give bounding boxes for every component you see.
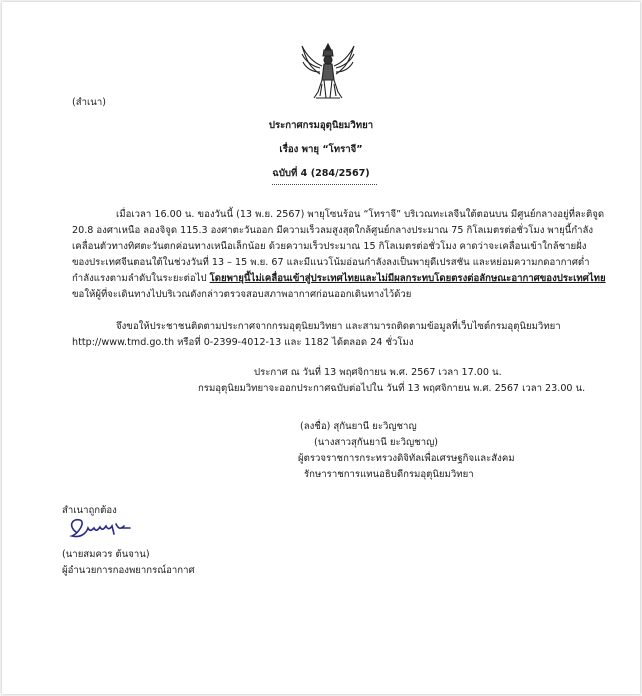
paragraph-1-line-4: ของประเทศจีนตอนใต้ในช่วงวันที่ 13 – 15 พ.ย. 67 และมีแนวโน้มอ่อนกำลังลงเป็นพายุดีเปรสชัน และหย่อมความกดอากาศต่ำ [72, 257, 590, 268]
signed-line: (ลงชื่อ) สุกันยานี ยะวิญชาญ [300, 421, 417, 432]
paragraph-1-line-2: 20.8 องศาเหนือ ลองจิจูด 115.3 องศาตะวันออก มีความเร็วลมสูงสุดใกล้ศูนย์กลางประมาณ 75 กิโลเมตรต่อชั่วโมง พายุนี้กำลัง [72, 225, 594, 236]
certifier-position: ผู้อำนวยการกองพยากรณ์อากาศ [62, 565, 195, 576]
certifier-name: (นายสมควร ต้นจาน) [62, 549, 150, 560]
garuda-emblem-icon [298, 40, 358, 102]
paragraph-1-line-5-text: กำลังแรงตามลำดับในระยะต่อไป [72, 273, 210, 284]
separator-line [272, 184, 377, 185]
announcement-subject: เรื่อง พายุ “โทราจี” [279, 144, 363, 155]
next-announcement: กรมอุตุนิยมวิทยาจะออกประกาศฉบับต่อไปใน วันที่ 13 พฤศจิกายน พ.ศ. 2567 เวลา 23.00 น. [198, 383, 586, 394]
paragraph-1-line-1: เมื่อเวลา 16.00 น. ของวันนี้ (13 พ.ย. 2567) พายุโซนร้อน “โทราจี” บริเวณทะเลจีนใต้ตอนบน มีศูนย์กลางอยู่ที่ละติจูด [116, 209, 605, 220]
copy-mark: (สำเนา) [72, 97, 106, 108]
handwritten-signature [64, 512, 144, 542]
announce-date: ประกาศ ณ วันที่ 13 พฤศจิกายน พ.ศ. 2567 เวลา 17.00 น. [254, 367, 502, 378]
paragraph-2-line-2: http://www.tmd.go.th หรือที่ 0-2399-4012-13 และ 1182 ได้ตลอด 24 ชั่วโมง [72, 337, 414, 348]
certified-copy-label: สำเนาถูกต้อง [62, 505, 117, 516]
paragraph-1-line-5 [72, 273, 606, 285]
signer-position-2: รักษาราชการแทนอธิบดีกรมอุตุนิยมวิทยา [304, 469, 474, 480]
signer-position-1: ผู้ตรวจราชการกระทรวงดิจิทัลเพื่อเศรษฐกิจและสังคม [298, 453, 515, 464]
signer-name: (นางสาวสุกันยานี ยะวิญชาญ) [314, 437, 438, 448]
paragraph-1-line-6: ขอให้ผู้ที่จะเดินทางไปบริเวณดังกล่าวตรวจสอบสภาพอากาศก่อนออกเดินทางไว้ด้วย [72, 289, 412, 300]
paragraph-1-line-3: เคลื่อนตัวทางทิศตะวันตกค่อนทางเหนือเล็กน้อย ด้วยความเร็วประมาณ 15 กิโลเมตรต่อชั่วโมง คาดว่าจะเคลื่อนเข้าใกล้ชายฝั่ง [72, 241, 587, 252]
document-page [2, 2, 640, 694]
announcement-title: ประกาศกรมอุตุนิยมวิทยา [268, 120, 374, 131]
no-impact-statement: โดยพายุนี้ไม่เคลื่อนเข้าสู่ประเทศไทยและไม่มีผลกระทบโดยตรงต่อลักษณะอากาศของประเทศไทย [209, 273, 606, 284]
issue-number: ฉบับที่ 4 (284/2567) [272, 168, 370, 179]
paragraph-2-line-1: จึงขอให้ประชาชนติดตามประกาศจากกรมอุตุนิยมวิทยา และสามารถติดตามข้อมูลที่เว็บไซต์กรมอุตุนิยมวิทยา [116, 321, 561, 332]
